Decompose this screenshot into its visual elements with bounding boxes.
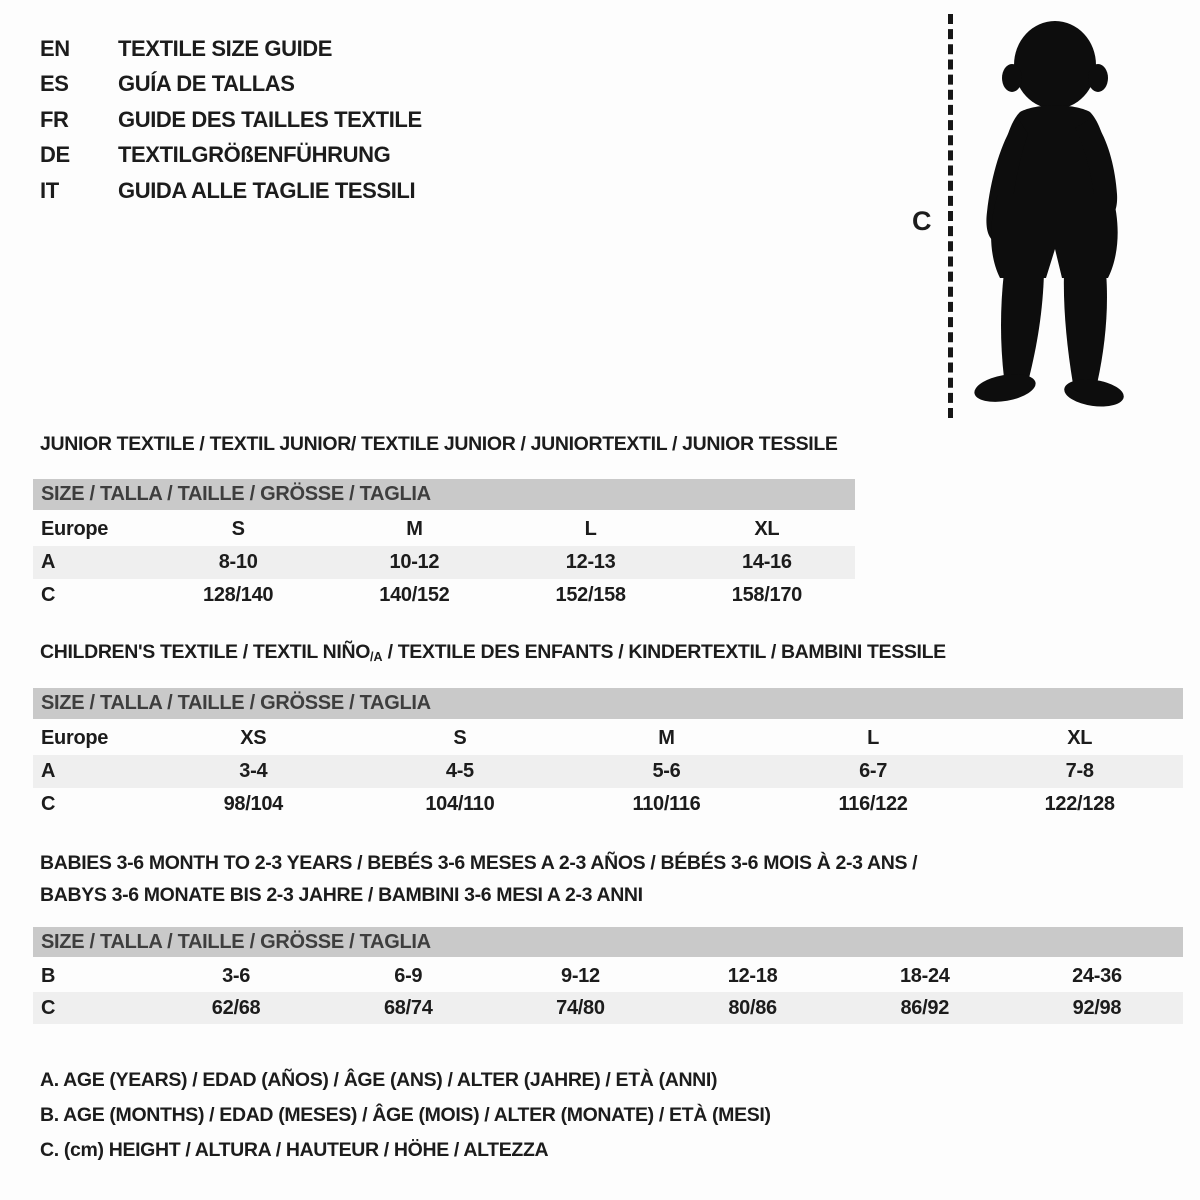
size-cell: XS (240, 727, 267, 749)
value-cell: 7-8 (1065, 760, 1094, 782)
value-cell: 98/104 (223, 793, 283, 815)
row-label: Europe (41, 518, 109, 540)
value-cell: 12-13 (565, 551, 616, 573)
table-row-age (33, 755, 1183, 788)
value-cell: 128/140 (203, 584, 274, 606)
value-cell: 104/110 (425, 793, 495, 815)
size-cell: XL (1067, 727, 1093, 749)
row-label: C (41, 793, 56, 815)
table-row-age (33, 546, 855, 579)
size-cell: XL (754, 518, 780, 540)
language-row-de (40, 138, 422, 174)
babies-size-table (33, 927, 1183, 1024)
value-cell: 3-6 (222, 964, 251, 987)
language-label: GUIDA ALLE TAGLIE TESSILI (118, 177, 416, 203)
value-cell: 5-6 (652, 760, 681, 782)
language-row-fr (40, 102, 422, 138)
language-row-es (40, 67, 422, 103)
size-cell: L (867, 727, 880, 749)
language-row-en (40, 31, 422, 67)
row-label: A (41, 551, 56, 573)
language-code: DE (40, 142, 70, 168)
table-row-europe (33, 513, 855, 546)
row-label: B (41, 964, 56, 987)
language-label: GUÍA DE TALLAS (118, 71, 295, 97)
value-cell: 158/170 (731, 584, 802, 606)
value-cell: 116/122 (838, 793, 908, 815)
language-label: TEXTILGRÖßENFÜHRUNG (118, 142, 391, 168)
value-cell: 3-4 (239, 760, 268, 782)
size-cell: S (453, 727, 467, 749)
value-cell: 6-9 (394, 964, 423, 987)
language-label: TEXTILE SIZE GUIDE (118, 35, 333, 61)
value-cell: 9-12 (561, 964, 600, 987)
table-row-height (33, 992, 1183, 1024)
children-size-table (33, 688, 1183, 821)
value-cell: 14-16 (742, 551, 792, 573)
value-cell: 110/116 (632, 793, 701, 815)
language-guide-block (40, 31, 422, 209)
value-cell: 86/92 (900, 996, 950, 1019)
row-label: C (41, 584, 56, 606)
value-cell: 140/152 (379, 584, 450, 606)
height-dashed-line (948, 14, 953, 418)
value-cell: 152/158 (555, 584, 626, 606)
language-code: IT (40, 177, 59, 203)
babies-section-title-line2: BABYS 3-6 MONATE BIS 2-3 JAHRE / BAMBINI 3-6 MESI A 2-3 ANNI (40, 884, 643, 906)
size-header-bar: SIZE / TALLA / TAILLE / GRÖSSE / TAGLIA (33, 479, 855, 510)
junior-section-title: JUNIOR TEXTILE / TEXTIL JUNIOR/ TEXTILE JUNIOR / JUNIORTEXTIL / JUNIOR TESSILE (40, 433, 838, 455)
value-cell: 92/98 (1072, 996, 1122, 1019)
value-cell: 80/86 (728, 996, 777, 1019)
toddler-silhouette-icon (958, 16, 1146, 420)
size-cell: M (406, 518, 423, 540)
value-cell: 12-18 (727, 964, 778, 987)
value-cell: 74/80 (556, 996, 605, 1019)
value-cell: 4-5 (445, 760, 474, 782)
table-row-height (33, 788, 1183, 821)
size-cell: M (658, 727, 675, 749)
size-cell: L (584, 518, 597, 540)
language-code: ES (40, 71, 69, 97)
value-cell: 6-7 (859, 760, 888, 782)
size-header-bar: SIZE / TALLA / TAILLE / GRÖSSE / TAGLIA (33, 927, 1183, 957)
value-cell: 122/128 (1044, 793, 1115, 815)
value-cell: 8-10 (218, 551, 258, 573)
legend-line-c: C. (cm) HEIGHT / ALTURA / HAUTEUR / HÖHE / ALTEZZA (40, 1139, 549, 1161)
children-title-text: / TEXTILE DES ENFANTS / KINDERTEXTIL / BAMBINI TESSILE (382, 641, 946, 663)
children-title-subscript: /A (370, 650, 383, 664)
language-code: EN (40, 35, 70, 61)
row-label: A (41, 760, 56, 782)
language-label: GUIDE DES TAILLES TEXTILE (118, 106, 422, 132)
babies-section-title-line1: BABIES 3-6 MONTH TO 2-3 YEARS / BEBÉS 3-6 MESES A 2-3 AÑOS / BÉBÉS 3-6 MOIS À 2-3 ANS / (40, 852, 918, 874)
children-title-text: CHILDREN'S TEXTILE / TEXTIL NIÑO (40, 641, 371, 663)
legend-block (40, 1063, 771, 1168)
row-label: C (41, 996, 56, 1019)
table-row-europe (33, 722, 1183, 755)
value-cell: 24-36 (1072, 964, 1122, 987)
height-marker-label: C (912, 206, 932, 236)
size-cell: S (231, 518, 245, 540)
value-cell: 10-12 (389, 551, 440, 573)
table-row-height (33, 579, 855, 612)
row-label: Europe (41, 727, 109, 749)
value-cell: 68/74 (383, 996, 433, 1019)
legend-line-a: A. AGE (YEARS) / EDAD (AÑOS) / ÂGE (ANS) / ALTER (JAHRE) / ETÀ (ANNI) (40, 1069, 718, 1091)
children-section-title (40, 641, 946, 669)
language-code: FR (40, 106, 69, 132)
junior-size-table (33, 479, 855, 612)
value-cell: 62/68 (211, 996, 261, 1019)
table-row-months (33, 960, 1183, 992)
size-header-bar: SIZE / TALLA / TAILLE / GRÖSSE / TAGLIA (33, 688, 1183, 719)
language-row-it (40, 173, 422, 209)
value-cell: 18-24 (899, 964, 950, 987)
legend-line-b: B. AGE (MONTHS) / EDAD (MESES) / ÂGE (MOIS) / ALTER (MONATE) / ETÀ (MESI) (40, 1104, 771, 1126)
